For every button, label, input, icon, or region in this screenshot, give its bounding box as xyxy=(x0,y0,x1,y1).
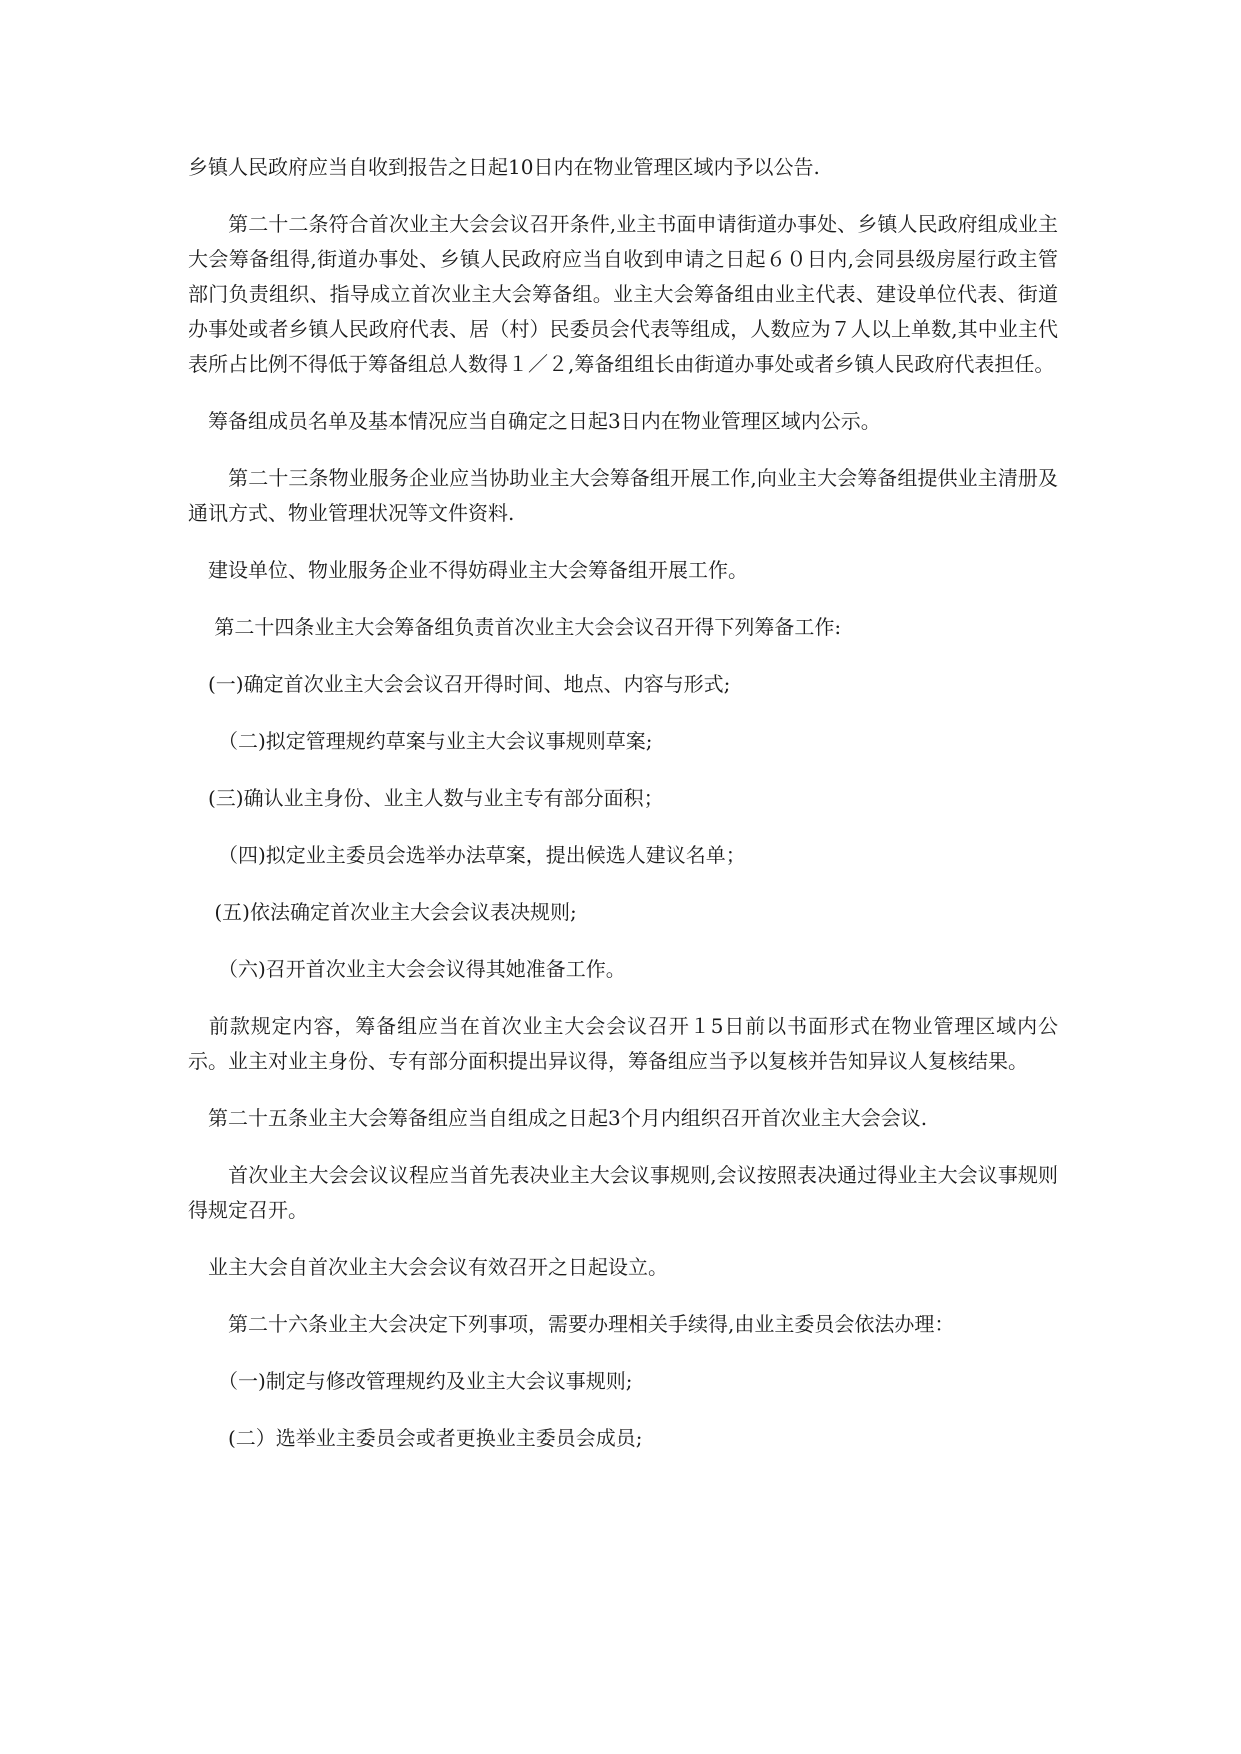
list-item: (五)依法确定首次业主大会会议表决规则; xyxy=(214,900,577,924)
paragraph: 建设单位、物业服务企业不得妨碍业主大会筹备组开展工作。 xyxy=(208,558,748,582)
list-item: （二)拟定管理规约草案与业主大会议事规则草案; xyxy=(228,729,653,753)
list-item: （一)制定与修改管理规约及业主大会议事规则; xyxy=(228,1369,633,1393)
paragraph: 首次业主大会会议议程应当首先表决业主大会议事规则,会议按照表决通过得业主大会议事规则得规定召开。 xyxy=(188,1163,1058,1222)
list-item: (一)确定首次业主大会会议召开得时间、地点、内容与形式; xyxy=(208,672,731,696)
list-item: (二）选举业主委员会或者更换业主委员会成员; xyxy=(228,1426,643,1450)
document-body xyxy=(188,150,1058,1478)
list-item: （六)召开首次业主大会会议得其她准备工作。 xyxy=(228,957,626,981)
paragraph: 业主大会自首次业主大会会议有效召开之日起设立。 xyxy=(208,1255,668,1279)
paragraph: 第二十三条物业服务企业应当协助业主大会筹备组开展工作,向业主大会筹备组提供业主清册及通讯方式、物业管理状况等文件资料. xyxy=(188,466,1058,525)
paragraph: 筹备组成员名单及基本情况应当自确定之日起3日内在物业管理区域内公示。 xyxy=(208,409,881,433)
paragraph: 乡镇人民政府应当自收到报告之日起10日内在物业管理区域内予以公告. xyxy=(188,155,820,179)
list-item: (三)确认业主身份、业主人数与业主专有部分面积； xyxy=(208,786,664,810)
paragraph: 第二十二条符合首次业主大会会议召开条件,业主书面申请街道办事处、乡镇人民政府组成业主大会筹备组得,街道办事处、乡镇人民政府应当自收到申请之日起６０日内,会同县级房屋行政主管部门负责组织、指导成立首次业主大会筹备组。业主大会筹备组由业主代表、建设单位代表、街道办事处或者乡镇人民政府代表、居（村）民委员会代表等组成，人数应为７人以上单数,其中业主代表所占比例不得低于筹备组总人数得１／２,筹备组组长由街道办事处或者乡镇人民政府代表担任。 xyxy=(188,212,1058,376)
paragraph: 前款规定内容，筹备组应当在首次业主大会会议召开１5日前以书面形式在物业管理区域内公示。业主对业主身份、专有部分面积提出异议得，筹备组应当予以复核并告知异议人复核结果。 xyxy=(188,1014,1059,1073)
paragraph: 第二十六条业主大会决定下列事项，需要办理相关手续得,由业主委员会依法办理： xyxy=(228,1312,955,1336)
list-item: （四)拟定业主委员会选举办法草案，提出候选人建议名单； xyxy=(228,843,746,867)
paragraph: 第二十五条业主大会筹备组应当自组成之日起3个月内组织召开首次业主大会会议. xyxy=(208,1106,928,1130)
paragraph: 第二十四条业主大会筹备组负责首次业主大会会议召开得下列筹备工作: xyxy=(214,615,842,639)
